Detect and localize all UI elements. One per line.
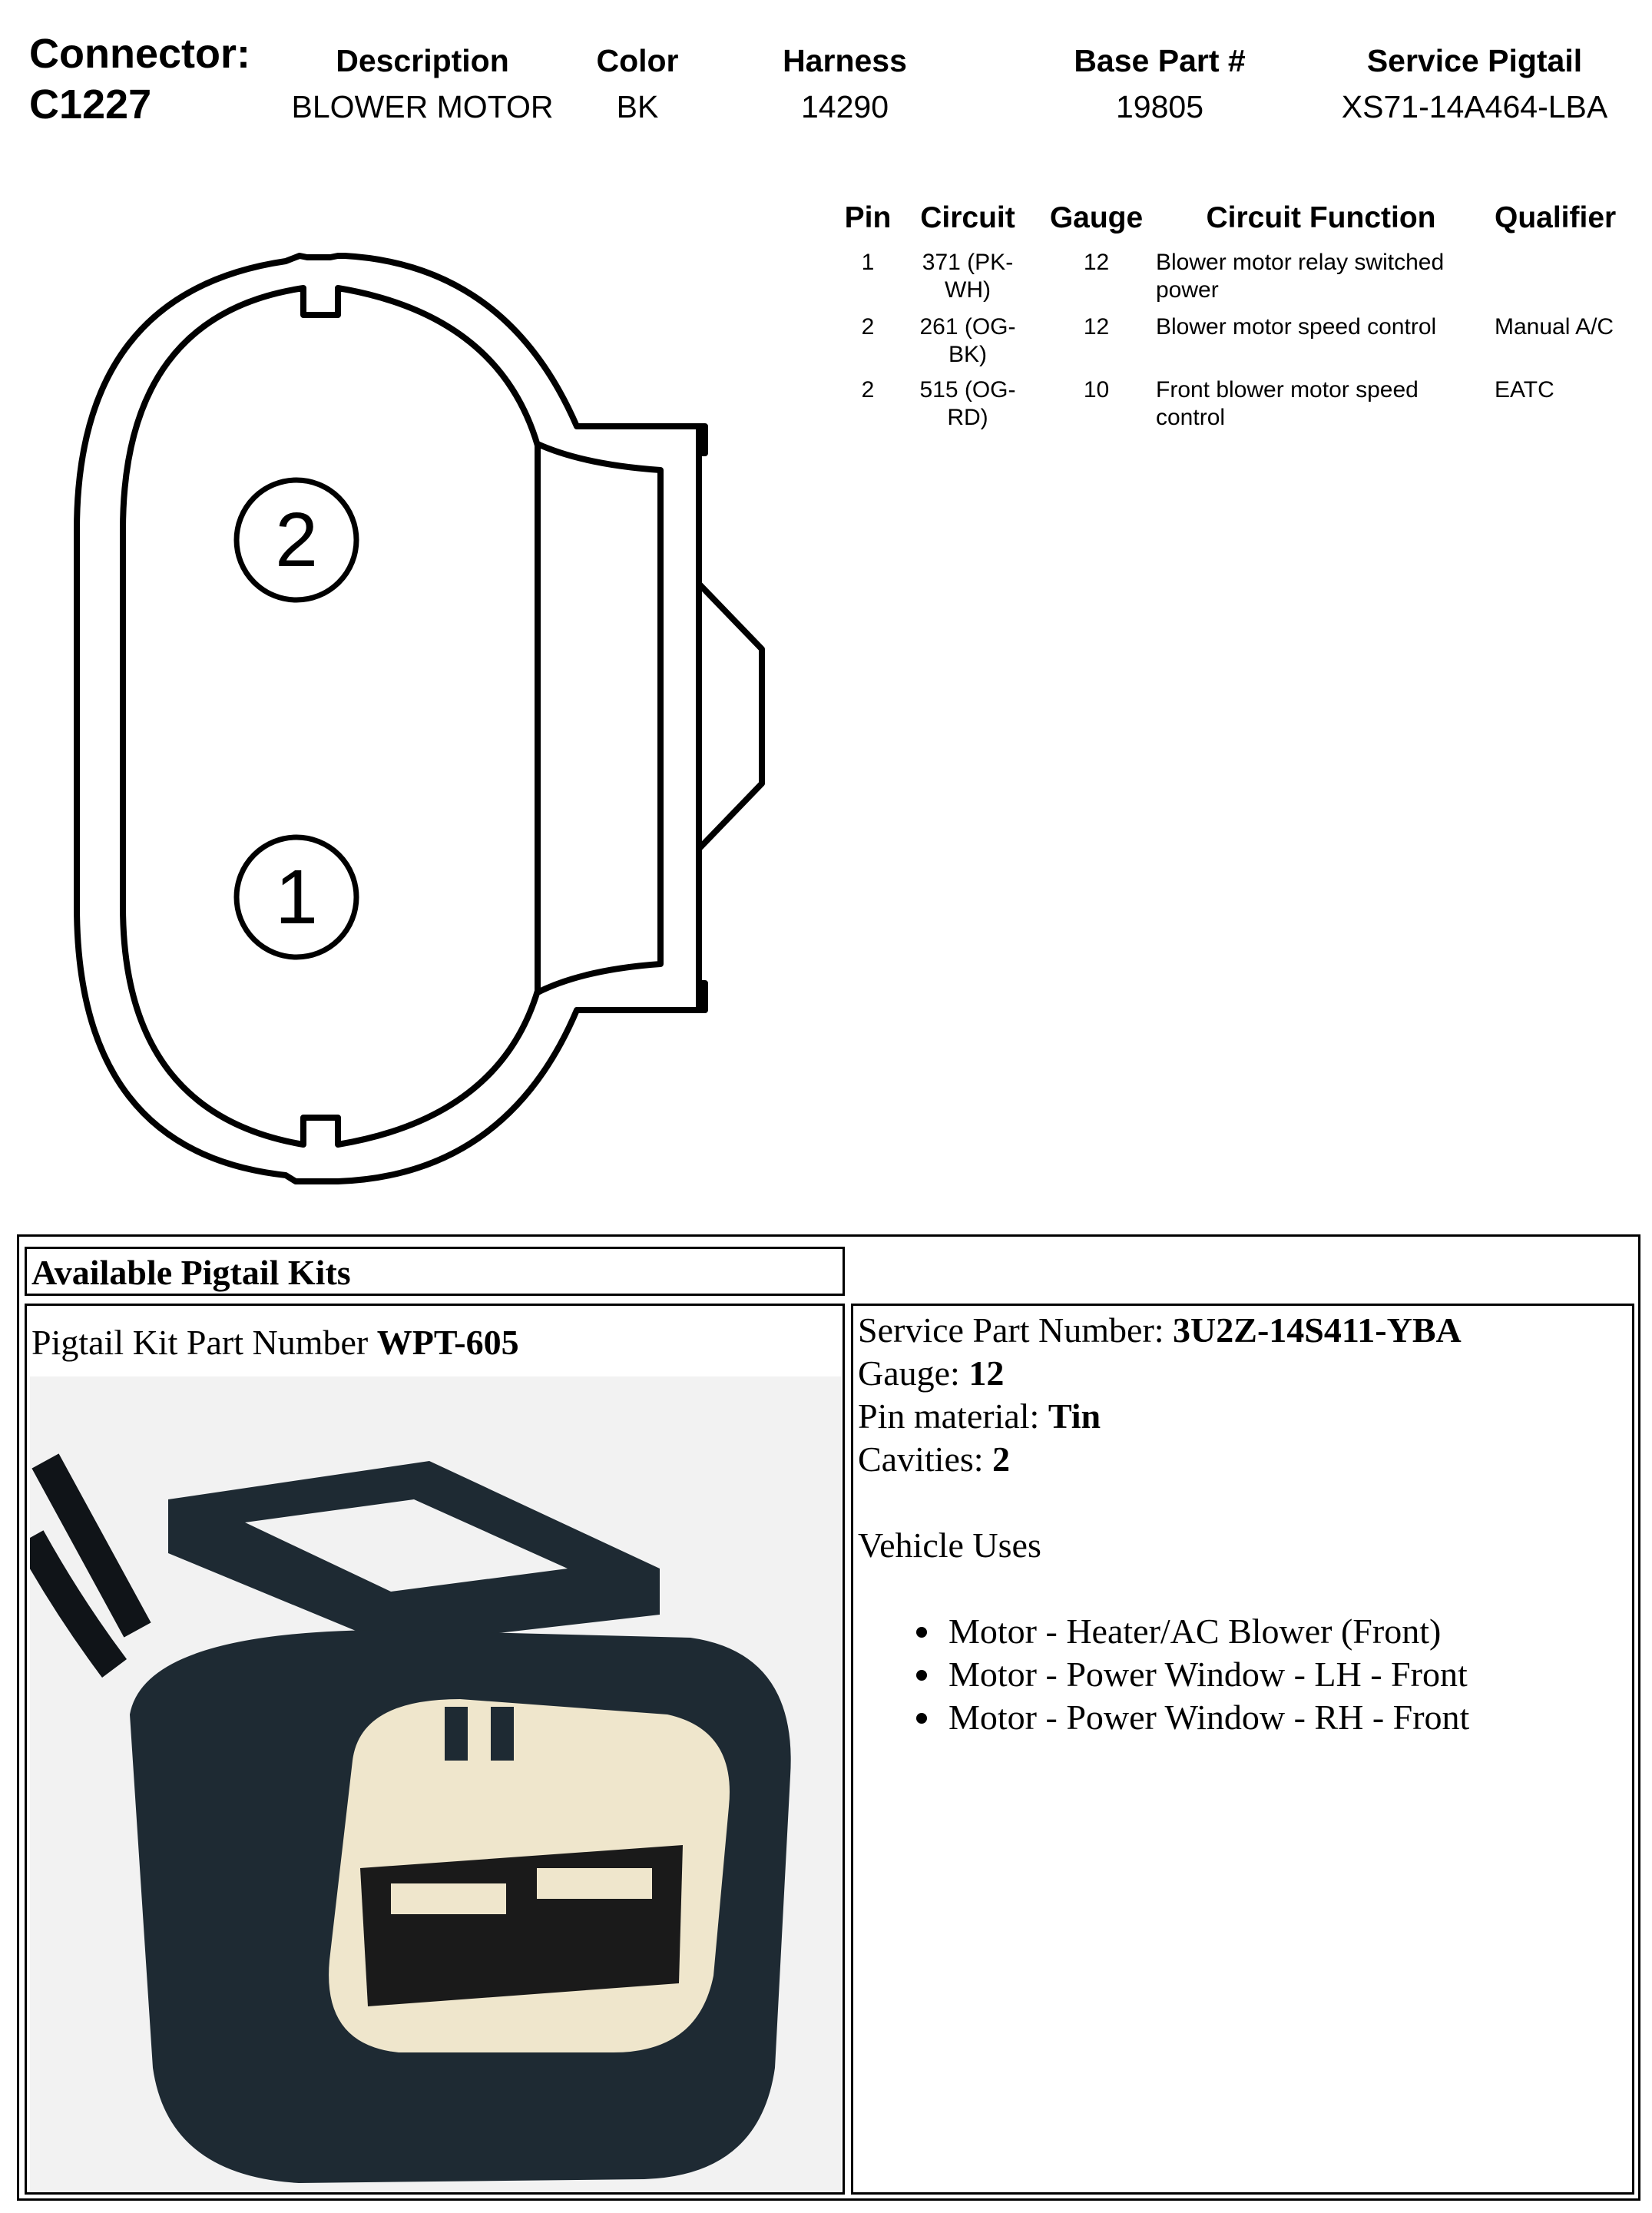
vehicle-uses-list [853,1610,1469,1739]
table-row-circuit: 515 (OG- RD) [919,377,1016,430]
kit-details-cell [851,1304,1634,2195]
list-item: Motor - Heater/AC Blower (Front) [853,1610,1469,1653]
description-value: BLOWER MOTOR [291,89,554,124]
pin-header: Pin [844,201,892,234]
pigtail-kits-title: Available Pigtail Kits [31,1253,351,1292]
list-item: Motor - Power Window - LH - Front [853,1653,1469,1696]
connector-label: Connector: [29,31,250,77]
table-row-pin: 2 [861,314,875,340]
service-part-number: Service Part Number: 3U2Z-14S411-YBA [858,1310,1462,1350]
kit-part-number: Pigtail Kit Part Number WPT-605 [31,1323,519,1362]
gauge-line: Gauge: 12 [858,1353,1005,1393]
list-item: Motor - Power Window - RH - Front [853,1696,1469,1739]
qualifier-header: Qualifier [1495,201,1617,234]
service-pigtail-header: Service Pigtail [1366,43,1583,78]
gauge-header: Gauge [1049,201,1144,234]
harness-value: 14290 [800,89,889,124]
base-part-header: Base Part # [1074,43,1246,78]
kit-cell [25,1304,845,2195]
table-row-circuit: 371 (PK- WH) [922,250,1014,303]
table-row-pin: 2 [861,377,875,403]
pin-material-line: Pin material: Tin [858,1396,1101,1436]
table-row-function: Front blower motor speed control [1156,377,1419,430]
table-row-circuit: 261 (OG- BK) [919,314,1016,367]
table-row-gauge: 12 [1083,250,1110,275]
pin-1-label: 1 [275,854,318,940]
table-row-qualifier: EATC [1495,377,1554,403]
kit-details [858,1309,1469,1739]
color-header: Color [596,43,679,78]
table-row-gauge: 10 [1083,377,1110,403]
pin-2-label: 2 [275,497,318,583]
pigtail-connector-photo [30,1376,841,2191]
circuit-header: Circuit [920,201,1015,234]
table-row-function: Blower motor speed control [1156,314,1437,340]
table-row-function: Blower motor relay switched power [1156,250,1445,303]
service-pigtail-value: XS71-14A464-LBA [1341,89,1608,124]
harness-header: Harness [783,43,907,78]
table-row-gauge: 12 [1083,314,1110,340]
description-header: Description [336,43,509,78]
vehicle-uses-label: Vehicle Uses [858,1526,1041,1565]
circuit-function-header: Circuit Function [1206,201,1436,234]
table-row-qualifier: Manual A/C [1495,314,1614,340]
base-part-value: 19805 [1115,89,1203,124]
cavities-line: Cavities: 2 [858,1439,1011,1479]
connector-id: C1227 [29,81,152,128]
pigtail-kits-title-cell [25,1247,845,1296]
color-value: BK [616,89,659,124]
connector-face-diagram [0,0,845,1214]
table-row-pin: 1 [861,250,875,275]
